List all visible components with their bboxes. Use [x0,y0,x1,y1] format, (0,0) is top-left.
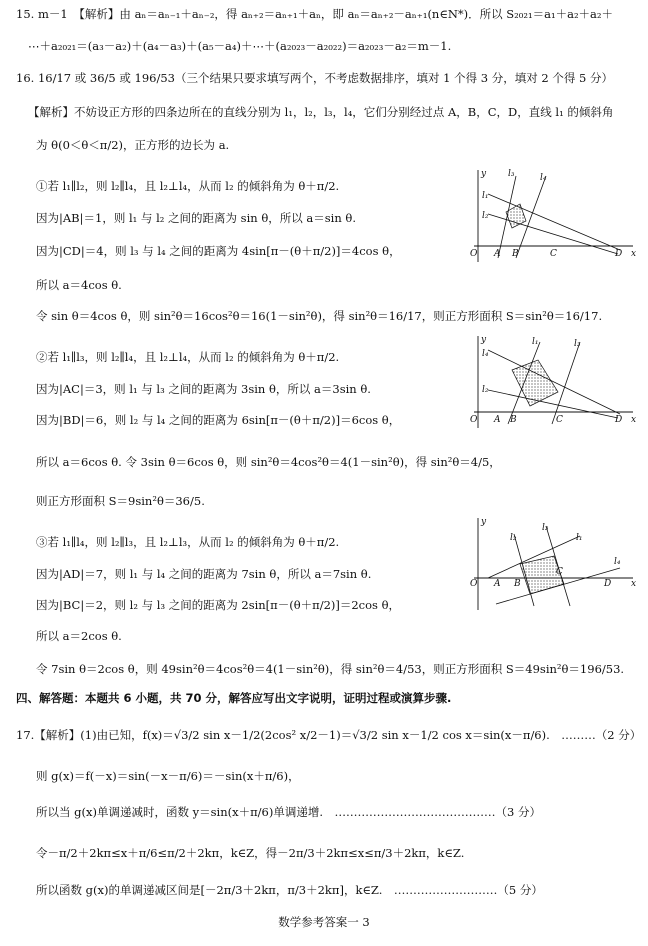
text-line: 所以 a＝4cos θ. [36,278,122,292]
label-a: A [494,579,501,589]
label-b: B [512,249,519,259]
label-d: D [615,415,623,425]
text-line: 【解析】不妨设正方形的四条边所在的直线分别为 l₁，l₂，l₃，l₄，它们分别经过点 A，B，C，D，直线 l₁ 的倾斜角 [28,105,614,119]
text-line: ⋯＋a₂₀₂₁＝(a₃－a₂)＋(a₄－a₃)＋(a₅－a₄)＋⋯＋(a₂₀₂₃－a₂₀₂₂)＝a₂₀₂₃－a₂＝m－1. [28,39,452,53]
label-l1: l₁ [576,533,583,543]
label-l3: l₃ [542,523,549,533]
line-l1 [488,194,620,250]
figure-case-3 [468,514,638,614]
text-line: 15. m－1 【解析】由 aₙ＝aₙ₋₁＋aₙ₋₂，得 aₙ₊₂＝aₙ₊₁＋aₙ，即 aₙ＝aₙ₊₂－aₙ₊₁(n∈N*)．所以 S₂₀₂₁＝a₁＋a₂＋a₂＋ [16,7,614,21]
label-b: B [514,579,521,589]
label-l2: l₂ [482,385,489,395]
text-line: ②若 l₁∥l₃，则 l₂∥l₄，且 l₂⊥l₄，从而 l₂ 的倾斜角为 θ＋π/2. [36,350,340,364]
label-y: y [481,169,487,179]
label-l1: l₁ [532,337,539,347]
label-o: O [470,415,478,425]
label-a: A [494,415,501,425]
label-l4: l₄ [482,349,489,359]
text-line: 所以 a＝6cos θ. 令 3sin θ＝6cos θ，则 sin²θ＝4cos²θ＝4(1－sin²θ)，得 sin²θ＝4/5， [36,455,501,469]
text-line: 因为|AB|＝1，则 l₁ 与 l₂ 之间的距离为 sin θ，所以 a＝sin θ. [36,211,356,225]
text-line: 则 g(x)＝f(－x)＝sin(－x－π/6)＝－sin(x＋π/6)， [36,769,300,783]
label-a: A [494,249,501,259]
text-line: 令 7sin θ＝2cos θ，则 49sin²θ＝4cos²θ＝4(1－sin²θ)，得 sin²θ＝4/53，则正方形面积 S＝49sin²θ＝196/53. [36,662,625,676]
label-x: x [631,415,637,425]
text-line: 所以函数 g(x)的单调递减区间是[－2π/3＋2kπ，π/3＋2kπ]，k∈Z. ………………………（5 分） [36,883,543,897]
text-line: 令 sin θ＝4cos θ，则 sin²θ＝16cos²θ＝16(1－sin²θ)，得 sin²θ＝16/17，则正方形面积 S＝sin²θ＝16/17. [36,309,603,323]
figure-case-2 [468,332,638,432]
label-l4: l₄ [614,557,621,567]
label-c: C [556,567,563,577]
label-l1: l₁ [482,191,489,201]
label-l2: l₂ [510,533,517,543]
label-b: B [510,415,517,425]
text-line: 因为|BD|＝6，则 l₂ 与 l₄ 之间的距离为 6sin[π－(θ＋π/2)]＝6cos θ， [36,413,401,427]
label-x: x [631,249,637,259]
text-line: 所以 a＝2cos θ. [36,629,122,643]
label-y: y [481,517,487,527]
label-x: x [631,579,637,589]
text-line: ③若 l₁∥l₄，则 l₂∥l₃，且 l₂⊥l₃，从而 l₂ 的倾斜角为 θ＋π/2. [36,535,340,549]
text-line: 16. 16/17 或 36/5 或 196/53（三个结果只要求填写两个，不考虑数据排序，填对 1 个得 3 分，填对 2 个得 5 分） [16,71,613,85]
square-shaded [512,360,558,406]
text-line: 因为|AC|＝3，则 l₁ 与 l₃ 之间的距离为 3sin θ，所以 a＝3sin θ. [36,382,371,396]
page-footer: 数学参考答案一 3 [278,915,370,929]
label-d: D [604,579,612,589]
label-l4: l₄ [540,173,547,183]
text-line: 所以当 g(x)单调递减时，函数 y＝sin(x＋π/6)单调递增. ……………………………………（3 分） [36,805,541,819]
text-line: 因为|CD|＝4，则 l₃ 与 l₄ 之间的距离为 4sin[π－(θ＋π/2)]＝4cos θ， [36,244,401,258]
text-line: 17.【解析】(1)由已知，f(x)＝√3/2 sin x－1/2(2cos² x/2－1)＝√3/2 sin x－1/2 cos x＝sin(x－π/6). ………（2 分） [16,728,642,742]
label-o: O [470,579,478,589]
text-line: ①若 l₁∥l₂，则 l₂∥l₄，且 l₂⊥l₄，从而 l₂ 的倾斜角为 θ＋π/2. [36,179,340,193]
label-d: D [615,249,623,259]
label-l3: l₃ [508,169,515,179]
label-o: O [470,249,478,259]
label-c: C [556,415,563,425]
label-l3: l₃ [574,339,581,349]
label-l2: l₂ [482,211,489,221]
text-line: 四、解答题：本题共 6 小题，共 70 分，解答应写出文字说明，证明过程或演算步骤. [16,691,452,705]
label-y: y [481,335,487,345]
line-l2 [488,214,618,254]
text-line: 因为|AD|＝7，则 l₁ 与 l₄ 之间的距离为 7sin θ，所以 a＝7sin θ. [36,567,372,581]
text-line: 则正方形面积 S＝9sin²θ＝36/5. [36,494,205,508]
label-c: C [550,249,557,259]
text-line: 令－π/2＋2kπ≤x＋π/6≤π/2＋2kπ，k∈Z，得－2π/3＋2kπ≤x≤π/3＋2kπ，k∈Z. [36,846,465,860]
text-line: 为 θ(0＜θ＜π/2)，正方形的边长为 a. [36,138,230,152]
text-line: 因为|BC|＝2，则 l₂ 与 l₃ 之间的距离为 2sin[π－(θ＋π/2)]＝2cos θ， [36,598,401,612]
figure-case-1 [468,166,638,266]
